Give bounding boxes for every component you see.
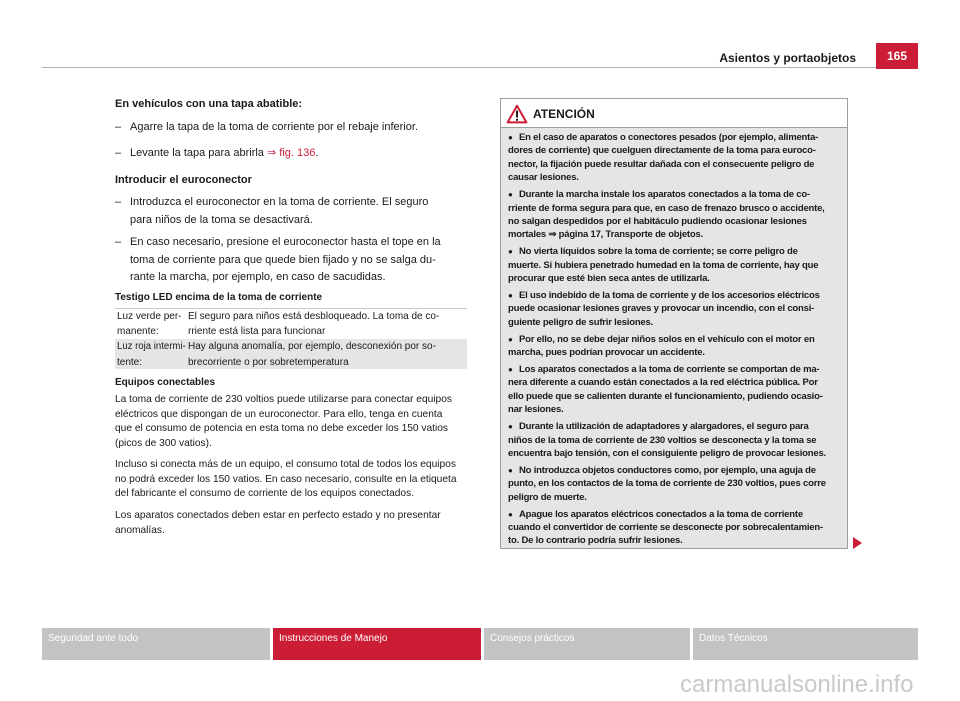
insert-heading [115,171,467,189]
tab-seguridad-ante-todo[interactable] [42,628,270,660]
table-cell-value [186,309,467,339]
warning-box [500,98,848,549]
warning-item [508,289,843,329]
tab-instrucciones-de-manejo[interactable] [273,628,481,660]
cell-line: Hay alguna anomalía, por ejemplo, desconexión por so- [188,341,436,352]
warning-title: ATENCIÓN [533,107,595,121]
warning-line: cuando el convertidor de corriente se desconecte por sobrecalentamien- [508,521,823,533]
step-item [115,118,467,136]
warning-line: causar lesiones. [508,172,579,184]
paragraph-line: (picos de 300 vatios). [115,438,212,450]
tab-label: Datos Técnicos [699,633,768,644]
step-line: para niños de la toma se desactivará. [130,214,313,226]
warning-text: No vierta líquidos sobre la toma de corriente; se corre peligro de [519,246,798,258]
paragraph [115,458,467,502]
step-line [130,144,467,162]
led-table-title [115,291,467,305]
step-body [130,234,467,287]
warning-line [508,131,843,144]
cell-line: Luz verde per- [117,311,182,322]
warning-text: Durante la utilización de adaptadores y alargadores, el seguro para [519,421,809,433]
warning-triangle-icon [506,104,528,124]
warning-line: guiente peligro de sufrir lesiones. [508,316,654,328]
step-text: Levante la tapa para abrirla [130,147,267,159]
warning-line [508,464,843,477]
cell-line: El seguro para niños está desbloqueado. La toma de co- [188,311,440,322]
heading-text: En vehículos con una tapa abatible: [115,98,303,110]
bullet-icon: ● [508,509,513,519]
cell-line: tente: [117,356,143,368]
warning-line: mortales ⇒ página 17, Transporte de objetos. [508,229,704,241]
paragraph-line: del fabricante el consumo de corriente de los equipos conectados. [115,488,415,500]
tab-label: Instrucciones de Manejo [279,633,388,644]
bullet-icon: ● [508,290,513,300]
warning-line: marcha, pues podrían provocar un accidente. [508,347,705,359]
tab-datos-tecnicos[interactable] [693,628,918,660]
bullet-icon: ● [508,334,513,344]
warning-line: no salgan despedidos por el habitáculo pudiendo ocasionar lesiones [508,215,807,227]
warning-item [508,464,843,504]
paragraph-line: Incluso si conecta más de un equipo, el consumo total de todos los equipos [115,459,456,470]
watermark-text: carmanualsonline.info [680,671,914,698]
warning-text: Por ello, no se debe dejar niños solos en el vehículo con el motor en [519,333,815,345]
paragraph [115,509,467,538]
step-line: toma de corriente para que quede bien fijado y no se salga du- [130,253,436,266]
bullet-icon: ● [508,247,513,257]
warning-text: No introduzca objetos conductores como, por ejemplo, una aguja de [519,464,816,476]
table-cell-label [115,309,186,339]
dash-marker: – [115,147,122,159]
warning-header [501,99,847,128]
warning-item [508,188,843,242]
continue-arrow-icon [853,536,862,548]
warning-item [508,363,843,417]
cell-line: Luz roja intermi- [117,341,186,352]
step-item [115,144,467,162]
paragraph [115,393,467,452]
footer-tabs [0,628,960,660]
warning-line: nera diferente a cuando están conectados a la red eléctrica pública. Por [508,377,818,389]
cell-line: rriente está lista para funcionar [188,326,326,337]
warning-line: procurar que esté bien seca antes de utilizarla. [508,273,710,285]
warning-body [501,128,847,548]
warning-item [508,333,843,360]
step-body [130,193,467,229]
warning-line: nector, la fijación puede resultar dañada con el consecuente peligro de [508,158,815,170]
warning-line [508,333,843,346]
warning-line [508,508,843,521]
cell-line: manente: [117,326,159,337]
bullet-icon: ● [508,365,513,374]
section-title: Asientos y portaobjetos [719,51,856,65]
warning-line: punto, en los contactos de la toma de corriente de 230 voltios, pues corre [508,478,826,490]
step-line: En caso necesario, presione el euroconector hasta el tope en la [130,236,441,248]
warning-text: Durante la marcha instale los aparatos conectados a la toma de co- [519,189,810,201]
warning-line: nar lesiones. [508,404,564,416]
warning-text: Apague los aparatos eléctricos conectados a la toma de corriente [519,508,803,520]
paragraph-line: La toma de corriente de 230 voltios puede utilizarse para conectar equipos [115,394,452,405]
table-row [115,339,467,369]
warning-line: encuentra bajo tensión, con el consiguiente peligro de provocar lesiones. [508,447,826,459]
table-title-text: Testigo LED encima de la toma de corriente [115,292,323,303]
step-item [115,193,467,229]
warning-line [508,363,843,376]
paragraph-line: no podrá exceder los 150 vatios. En caso necesario, consulte en la etiqueta [115,473,457,485]
warning-item [508,245,843,285]
tab-label: Seguridad ante todo [48,633,139,644]
step-text: Agarre la tapa de la toma de corriente por el rebaje inferior. [130,121,418,133]
warning-item [508,508,843,548]
paragraph-line: Los aparatos conectados deben estar en perfecto estado y no presentar [115,510,441,521]
paragraph-line: eléctricos que dispongan de un euroconector. Para ello, tenga en cuenta [115,408,443,420]
step-body [130,118,467,136]
warning-text: El uso indebido de la toma de corriente y de los accesorios eléctricos [519,289,820,301]
watermark [680,672,955,698]
header-rule [42,67,876,68]
warning-text: Los aparatos conectados a la toma de corriente se comportan de ma- [519,364,820,375]
figure-reference-link[interactable]: ⇒ fig. 136 [266,147,316,159]
dash-marker: – [115,236,122,248]
warning-line: puede ocasionar lesiones graves y provocar un incendio, con el consi- [508,303,815,315]
paragraph-line: que el consumo de potencia en esta toma no debe exceder los 150 vatios [115,423,449,435]
warning-line: muerte. Si hubiera penetrado humedad en la toma de corriente, hay que [508,259,819,271]
bullet-icon: ● [508,422,513,432]
warning-line: dores de corriente) que cuelguen directamente de la toma para euroco- [508,145,816,157]
step-body [130,144,467,162]
warning-line: rriente de forma segura para que, en caso de frenazo brusco o accidente, [508,202,825,214]
warning-item [508,131,843,185]
cell-line: brecorriente o por sobretemperatura [188,356,349,368]
bullet-icon: ● [508,190,513,200]
bullet-icon: ● [508,133,513,142]
paragraph-line: anomalías. [115,524,165,536]
warning-line [508,245,843,258]
step-line: rante la marcha, por ejemplo, en caso de sacudidas. [130,271,386,283]
bullet-icon: ● [508,465,513,475]
warning-line: peligro de muerte. [508,491,587,503]
table-row [115,308,467,339]
warning-line [508,420,843,433]
table-cell-value [186,339,467,369]
tab-consejos-practicos[interactable] [484,628,690,660]
warning-text: En el caso de aparatos o conectores pesados (por ejemplo, alimenta- [519,132,819,143]
step-line: Introduzca el euroconector en la toma de corriente. El seguro [130,196,429,208]
intro-heading [115,95,467,113]
step-item [115,234,467,287]
table-cell-label [115,339,186,369]
warning-line: ello puede que se calienten durante el funcionamiento, pudiendo ocasio- [508,390,823,402]
warning-line [508,188,843,201]
page-number: 165 [876,43,918,69]
warning-line: niños de la toma de corriente de 230 voltios se desconecta y la toma se [508,434,817,446]
led-status-table [115,308,467,369]
step-text-end: . [315,147,319,159]
devices-heading [115,376,467,390]
heading-text: Equipos conectables [115,377,216,388]
dash-marker: – [115,196,122,208]
warning-item [508,420,843,460]
heading-text: Introducir el euroconector [115,174,252,186]
dash-marker: – [115,121,122,133]
warning-line [508,289,843,302]
tab-label: Consejos prácticos [490,633,575,644]
warning-line: to. De lo contrario podría sufrir lesiones. [508,535,683,547]
